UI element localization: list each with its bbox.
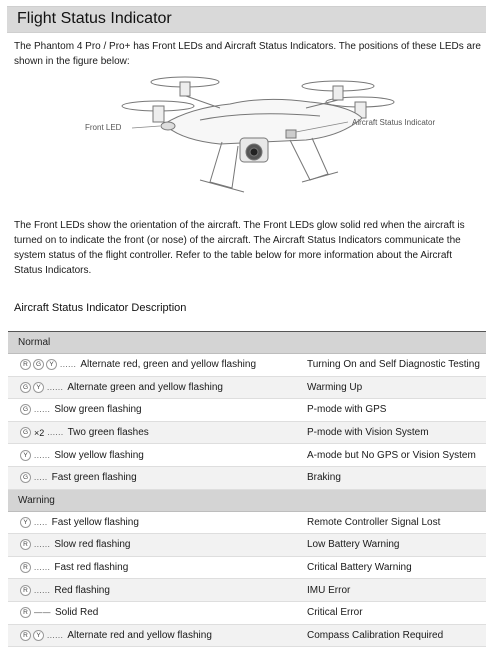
status-meaning: IMU Error	[307, 584, 351, 596]
flash-count: ×2	[34, 427, 45, 438]
indicator-description: Slow yellow flashing	[54, 449, 144, 461]
flash-pattern: ......	[47, 630, 64, 640]
led-r-icon: R	[20, 585, 31, 596]
flash-pattern: ......	[34, 563, 51, 573]
led-y-icon: Y	[20, 517, 31, 528]
indicator-cell	[8, 427, 299, 438]
indicator-description: Red flashing	[54, 584, 110, 596]
indicator-description: Slow green flashing	[54, 404, 142, 416]
indicator-cell	[8, 450, 299, 461]
indicator-cell	[8, 585, 299, 596]
table-row	[8, 557, 486, 580]
status-indicator-label: Aircraft Status Indicator	[352, 118, 436, 127]
led-g-icon: G	[33, 359, 44, 370]
status-meaning: Critical Battery Warning	[307, 562, 412, 574]
indicator-cell	[8, 539, 299, 550]
flash-pattern: ......	[34, 450, 51, 460]
status-meaning: Critical Error	[307, 607, 363, 619]
indicator-description: Two green flashes	[67, 427, 149, 439]
table-row	[8, 512, 486, 535]
status-table	[8, 331, 486, 647]
flash-pattern: ——	[34, 608, 51, 618]
indicator-cell	[8, 359, 299, 370]
indicator-description: Fast red flashing	[54, 562, 129, 574]
table-section-header: Normal	[8, 332, 486, 354]
indicator-cell	[8, 382, 299, 393]
table-row	[8, 625, 486, 647]
indicator-cell	[8, 517, 299, 528]
section-title-bar	[7, 6, 486, 33]
led-r-icon: R	[20, 359, 31, 370]
status-meaning: P-mode with GPS	[307, 404, 387, 416]
led-y-icon: Y	[46, 359, 57, 370]
status-meaning: Low Battery Warning	[307, 539, 400, 551]
flash-pattern: ......	[34, 585, 51, 595]
indicator-description: Fast green flashing	[51, 472, 137, 484]
flash-pattern: ......	[47, 428, 64, 438]
flash-pattern: .....	[34, 473, 48, 483]
table-row	[8, 467, 486, 490]
led-y-icon: Y	[33, 382, 44, 393]
table-section-header: Warning	[8, 490, 486, 512]
flash-pattern: ......	[60, 360, 77, 370]
table-row	[8, 579, 486, 602]
status-meaning: A-mode but No GPS or Vision System	[307, 449, 476, 461]
led-r-icon: R	[20, 630, 31, 641]
status-meaning: Turning On and Self Diagnostic Testing	[307, 359, 480, 371]
table-row	[8, 354, 486, 377]
led-g-icon: G	[20, 404, 31, 415]
indicator-description: Slow red flashing	[54, 539, 131, 551]
status-meaning: Compass Calibration Required	[307, 629, 444, 641]
led-y-icon: Y	[20, 450, 31, 461]
indicator-description: Alternate green and yellow flashing	[67, 381, 223, 393]
status-meaning: Remote Controller Signal Lost	[307, 516, 441, 528]
led-r-icon: R	[20, 539, 31, 550]
intro-paragraph: The Phantom 4 Pro / Pro+ has Front LEDs and Aircraft Status Indicators. The positions of these LEDs are shown in the figure below:	[14, 41, 481, 67]
table-row	[8, 377, 486, 400]
led-r-icon: R	[20, 607, 31, 618]
table-row	[8, 444, 486, 467]
indicator-cell	[8, 404, 299, 415]
front-led-label: Front LED	[85, 123, 122, 132]
indicator-description: Fast yellow flashing	[51, 516, 139, 528]
drone-illustration	[80, 68, 460, 200]
indicator-cell	[8, 630, 299, 641]
table-row	[8, 422, 486, 445]
indicator-cell	[8, 607, 299, 618]
flash-pattern: ......	[47, 382, 64, 392]
indicator-cell	[8, 472, 299, 483]
indicator-description: Alternate red and yellow flashing	[67, 629, 212, 641]
table-row	[8, 602, 486, 625]
led-r-icon: R	[20, 562, 31, 573]
indicator-cell	[8, 562, 299, 573]
indicator-description: Solid Red	[55, 607, 99, 619]
page-title: Flight Status Indicator	[17, 10, 172, 27]
body-paragraph: The Front LEDs show the orientation of the aircraft. The Front LEDs glow solid red when the aircraft is turned on to indicate the front (or nose) of the aircraft. The Aircraft Status Indicators communicate the system status of the flight controller. Refer to the table below for more information about the Aircraft Status Indicators.	[14, 220, 465, 276]
table-row	[8, 534, 486, 557]
drone-figure	[80, 68, 460, 200]
led-y-icon: Y	[33, 630, 44, 641]
status-meaning: Warming Up	[307, 381, 363, 393]
status-meaning: P-mode with Vision System	[307, 427, 429, 439]
flash-pattern: .....	[34, 517, 48, 527]
table-heading: Aircraft Status Indicator Description	[14, 302, 187, 314]
flash-pattern: ......	[34, 540, 51, 550]
flash-pattern: ......	[34, 405, 51, 415]
table-row	[8, 399, 486, 422]
led-g-icon: G	[20, 382, 31, 393]
indicator-description: Alternate red, green and yellow flashing	[80, 359, 257, 371]
status-meaning: Braking	[307, 472, 341, 484]
led-g-icon: G	[20, 427, 31, 438]
led-g-icon: G	[20, 472, 31, 483]
